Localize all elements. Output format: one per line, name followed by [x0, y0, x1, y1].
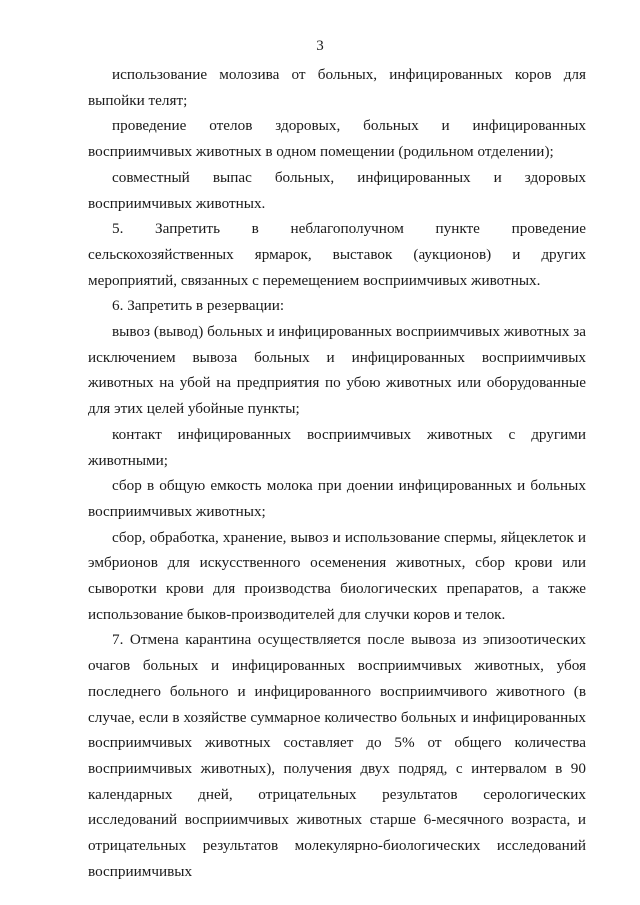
paragraph: 6. Запретить в резервации:: [112, 297, 285, 315]
paragraph: 5. Запретить в неблагополучном пункте проведение сельскохозяйственных ярмарок, выставок (аукционов) и других мероприятий, связанных с перемещением восприимчивых животных.: [88, 220, 586, 289]
paragraph: контакт инфицированных восприимчивых животных с другими животными;: [88, 425, 586, 469]
paragraph: использование молозива от больных, инфицированных коров для выпойки телят;: [88, 66, 586, 109]
paragraph: сбор в общую емкость молока при доении инфицированных и больных восприимчивых животных;: [88, 477, 586, 520]
document-body: [88, 62, 586, 885]
paragraph: проведение отелов здоровых, больных и инфицированных восприимчивых животных в одном помещении (родильном отделении);: [88, 117, 586, 161]
page-number: 3: [316, 38, 324, 54]
paragraph: сбор, обработка, хранение, вывоз и использование спермы, яйцеклеток и эмбрионов для искусственного осеменения животных, сбор крови или сыворотки крови для производства биологических препаратов, а также использование быков-производителей для случки коров и телок.: [88, 528, 586, 623]
paragraph: совместный выпас больных, инфицированных и здоровых восприимчивых животных.: [88, 168, 586, 212]
paragraph: 7. Отмена карантина осуществляется после вывоза из эпизоотических очагов больных и инфицированных восприимчивых животных, убоя последнего больного и инфицированного восприимчивого животного (в случае, если в хозяйстве суммарное количество больных и инфицированных восприимчивых животных составляет до 5% от общего количества восприимчивых животных), получения двух подряд, с интервалом в 90 календарных дней, отрицательных результатов серологических исследований восприимчивых животных старше 6-месячного возраста, и отрицательных результатов молекулярно-биологических исследований восприимчивых: [88, 631, 586, 880]
paragraph: вывоз (вывод) больных и инфицированных восприимчивых животных за исключением вывоза больных и инфицированных восприимчивых животных на убой на предприятия по убою животных или оборудованные для этих целей убойные пункты;: [88, 323, 586, 418]
